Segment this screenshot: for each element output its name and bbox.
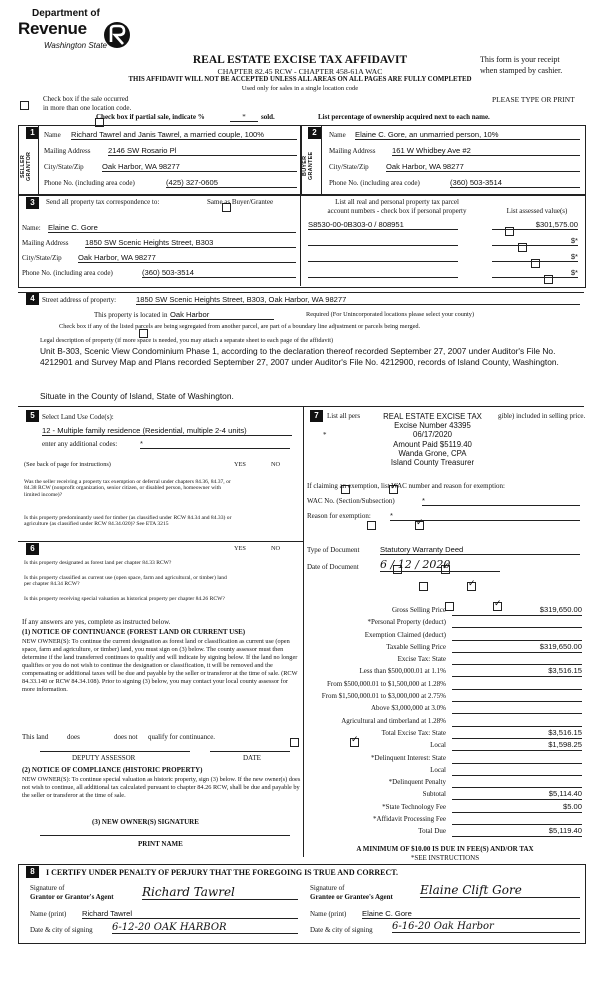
section-8-number: 8 — [26, 866, 39, 878]
certify-statement: I CERTIFY UNDER PENALTY OF PERJURY THAT THE FOREGOING IS TRUE AND CORRECT. — [46, 868, 399, 877]
tax-row-value[interactable] — [452, 716, 582, 727]
located-label: This property is located in — [94, 311, 168, 319]
tax-row-label: Less than $500,000.01 at 1.1% — [359, 667, 446, 676]
located-field[interactable]: Oak Harbor — [170, 310, 274, 320]
tax-row-label: Total Excise Tax: State — [381, 728, 446, 737]
tax-row-label: *Delinquent Penalty — [388, 778, 446, 787]
buyer-city-label: City/State/Zip — [329, 163, 369, 171]
new-owner-signature-label: (3) NEW OWNER(S) SIGNATURE — [92, 818, 199, 826]
doc-type-field[interactable]: Statutory Warranty Deed — [380, 545, 580, 555]
parcel-value-4[interactable]: $* — [492, 268, 578, 278]
buyer-city-field[interactable]: Oak Harbor, WA 98277 — [386, 162, 580, 172]
tax-row-label: Local — [430, 741, 446, 750]
tax-row-label: Subtotal — [422, 790, 446, 799]
tax-row-label: Agricultural and timberland at 1.28% — [341, 716, 446, 725]
seller-name-field[interactable]: Richard Tawrel and Janis Tawrel, a married couple, 100% — [71, 130, 297, 140]
form-title: REAL ESTATE EXCISE TAX AFFIDAVIT — [192, 54, 408, 66]
grantee-signature[interactable]: Elaine Clift Gore — [420, 883, 580, 898]
department-logo — [14, 6, 144, 68]
doc-date-label: Date of Document — [307, 563, 359, 571]
s5-yes-header: YES — [234, 461, 246, 468]
does-not-label: does not — [114, 733, 138, 741]
tax-row-value[interactable]: $5,119.40 — [452, 826, 582, 837]
tax-row — [306, 642, 582, 654]
multi-location-checkbox[interactable] — [20, 101, 29, 110]
reason-field[interactable]: * — [390, 511, 580, 521]
partial-sale-value[interactable]: * — [230, 113, 258, 122]
tax-row-label: Total Due — [418, 827, 446, 836]
s5-q2-no[interactable] — [415, 521, 424, 530]
seller-side-label: SELLER GRANTOR — [20, 151, 32, 181]
new-owner-signature-line[interactable] — [40, 834, 290, 836]
if-any-note: If any answers are yes, complete as instructed below. — [22, 618, 171, 626]
grantor-name-label: Name (print) — [30, 910, 67, 918]
see-instructions-note: *SEE INSTRUCTIONS — [410, 854, 480, 862]
tax-row — [306, 777, 582, 789]
s6-question-2: Is this property classified as current use (open space, farm and agricultural, or timber) land per chapter 84.34 RCW? — [24, 575, 227, 588]
assessed-header: List assessed value(s) — [506, 207, 568, 215]
tax-row-value[interactable] — [452, 753, 582, 764]
seller-name-label: Name — [44, 131, 61, 139]
tax-row-value[interactable]: $3,516.15 — [452, 666, 582, 677]
ownership-note: List percentage of ownership acquired next to each name. — [318, 113, 490, 121]
tax-row — [306, 666, 582, 678]
receipt-note-1: This form is your receipt — [480, 55, 560, 64]
seller-phone-label: Phone No. (including area code) — [44, 179, 135, 187]
stamp-line2: Excise Number 43395 — [394, 421, 471, 431]
multi-location-line1: Check box if the sale occurred — [43, 95, 129, 103]
tax-row-value[interactable] — [452, 679, 582, 690]
tax-row — [306, 605, 582, 617]
this-land-label: This land — [22, 733, 49, 741]
tax-row — [306, 753, 582, 765]
s6-question-3: Is this property receiving special valuation as historical property per chapter 84.26 RCW? — [24, 596, 225, 602]
tax-row-label: Taxable Selling Price — [386, 642, 446, 651]
sold-label: sold. — [261, 113, 275, 121]
section-4-number: 4 — [26, 293, 39, 305]
section-7-number: 7 — [310, 410, 323, 422]
tax-row-value[interactable] — [452, 654, 582, 665]
legal-label: Legal description of property (if more space is needed, you may attach a separate sheet to each page of the affidavit) — [40, 337, 334, 344]
section-3-number: 3 — [26, 197, 39, 209]
tax-row-value[interactable] — [452, 691, 582, 702]
grantor-date-label: Date & city of signing — [30, 926, 93, 934]
tax-row-label: Gross Selling Price — [391, 606, 446, 614]
tax-row — [306, 630, 582, 642]
notice2-text: NEW OWNER(S): To continue special valuation as historic property, sign (3) below. If the new owner(s) does not wish to continue, all additional tax calculated pursuant to chapter 84.26 RCW, shall be due and payable by the seller or transferor at the time of sale. — [22, 776, 301, 800]
corr-phone-label: Phone No. (including area code) — [22, 269, 113, 277]
tax-row-value[interactable] — [452, 814, 582, 825]
s5-question-2: Is this property predominantly used for timber (as classified under RCW 84.34 and 84.33) or agriculture (as classified under RCW 84.34.020)? See ETA 3215 — [24, 515, 232, 528]
grantor-name-field[interactable]: Richard Tawrel — [82, 909, 298, 919]
s5-q2-yes[interactable] — [367, 521, 376, 530]
section-5-number: 5 — [26, 410, 39, 422]
seller-mailing-label: Mailing Address — [44, 147, 91, 155]
parcel-value-2[interactable]: $* — [492, 236, 578, 246]
notice1-title: (1) NOTICE OF CONTINUANCE (FOREST LAND OR CURRENT USE) — [22, 628, 246, 636]
form-warning: THIS AFFIDAVIT WILL NOT BE ACCEPTED UNLESS ALL AREAS ON ALL PAGES ARE FULLY COMPLETED — [128, 76, 472, 83]
land-use-field[interactable]: 12 - Multiple family residence (Residential, multiple 2-4 units) — [42, 426, 292, 436]
grantor-sig-label-1: Signature of — [30, 884, 65, 892]
additional-codes-label: enter any additional codes: — [42, 440, 118, 448]
wac-field[interactable]: * — [422, 496, 580, 506]
tax-row-label: Excise Tax: State — [397, 655, 446, 664]
same-as-buyer-label: Same as Buyer/Grantee — [207, 198, 274, 206]
land-use-label: Select Land Use Code(s): — [42, 413, 114, 421]
notice1-text: NEW OWNER(S): To continue the current designation as forest land or classification as current use (open space, farm and agriculture, or timber) land, you must sign on (3) below. The county assessor must then determine if the land transferred continues to qualify and will indicate by signing below. If the land no longer qualifies or you do not wish to continue the designation or classification, it will be removed and the compensating or additional taxes will be due and payable by the seller or transferor at the time of sale. (RCW 84.33.140 or RCW 84.34.108). Prior to signing (3) below, you may contact your local county assessor for more information. — [22, 638, 298, 694]
treasurer-stamp — [365, 412, 500, 467]
tax-row-label: From $500,000.01 to $1,500,000 at 1.28% — [327, 679, 446, 688]
tax-row — [306, 728, 582, 740]
multi-location-line2: in more than one location code. — [43, 104, 132, 112]
parcel-number-4[interactable] — [308, 268, 458, 278]
legal-description[interactable]: Unit B-303, Scenic View Condominium Phase 1, according to the declaration thereof recorded September 27, 2007 under Auditor's File No. 4212901 and Survey Map and Plans recorded September 27, 2007 under Auditor's File No. 4212900, records of Island County, Washington. — [40, 346, 559, 367]
street-label: Street address of property: — [42, 296, 117, 304]
tax-row — [306, 765, 582, 777]
qualify-label: qualify for continuance. — [148, 733, 216, 741]
list-personal-label-b: gible) included in selling price. — [498, 412, 586, 420]
tax-row-value[interactable] — [452, 617, 582, 628]
corr-mailing-label: Mailing Address — [22, 239, 69, 247]
buyer-name-label: Name — [329, 131, 346, 139]
buyer-mailing-label: Mailing Address — [329, 147, 376, 155]
deputy-assessor-label: DEPUTY ASSESSOR — [72, 754, 136, 762]
tax-row-label: Exemption Claimed (deduct) — [364, 630, 446, 639]
form-chapter: CHAPTER 82.45 RCW - CHAPTER 458-61A WAC — [217, 67, 383, 76]
dept-line1: Department of — [32, 8, 100, 19]
see-back-note: (See back of page for instructions) — [24, 461, 111, 468]
grantee-name-label: Name (print) — [310, 910, 347, 918]
corr-name-label: Name: — [22, 224, 41, 232]
stamp-line6: Island County Treasurer — [390, 457, 475, 467]
tax-row-value[interactable]: $3,516.15 — [452, 728, 582, 739]
deputy-assessor-line[interactable] — [40, 750, 190, 752]
segregated-label: Check box if any of the listed parcels are being segregated from another parcel, are part of a boundary line adjustment or parcels being merged. — [59, 323, 421, 330]
required-note: Required (For Unincorporated locations please select your county) — [306, 311, 475, 318]
single-location-note: Used only for sales in a single location code — [241, 85, 359, 92]
parcel-number-2[interactable] — [308, 236, 458, 246]
assessor-date-line[interactable] — [210, 750, 290, 752]
seller-city-field[interactable]: Oak Harbor, WA 98277 — [102, 162, 297, 172]
situate-text: Situate in the County of Island, State of Washington. — [40, 391, 234, 401]
tax-row — [306, 740, 582, 752]
wac-label: WAC No. (Section/Subsection) — [307, 497, 395, 505]
grantee-date-field[interactable]: 6-16-20 Oak Harbor — [392, 921, 580, 933]
assessor-date-label: DATE — [243, 754, 261, 762]
section-2-number: 2 — [308, 127, 321, 139]
tax-calculation-table — [306, 605, 582, 839]
s6-yes-header: YES — [234, 545, 246, 552]
tax-row-label: *Delinquent Interest: State — [370, 753, 446, 762]
buyer-name-field[interactable]: Elaine C. Gore, an unmarried person, 10% — [355, 130, 580, 140]
partial-sale-label: Check box if partial sale, indicate % — [96, 113, 205, 121]
s5-question-1: Was the seller receiving a property tax exemption or deferral under chapters 84.36, 84.37, or 84.38 RCW (nonprofit organization, senior citizen, or disabled person, homeowner with limited income)? — [24, 479, 231, 498]
buyer-mailing-field[interactable]: 161 W Whidbey Ave #2 — [392, 146, 580, 156]
grantee-sig-label-2: Grantee or Grantee's Agent — [310, 893, 393, 901]
dept-line2: Revenue — [18, 19, 87, 38]
tax-row-value[interactable] — [452, 703, 582, 714]
stamp-line4: Amount Paid $5119.40 — [393, 439, 472, 449]
reason-label: Reason for exemption: — [307, 512, 371, 520]
grantee-name-field[interactable]: Elaine C. Gore — [362, 909, 580, 919]
send-correspondence-label: Send all property tax correspondence to: — [46, 198, 160, 206]
section-1-number: 1 — [26, 127, 39, 139]
tax-row — [306, 716, 582, 728]
tax-row — [306, 802, 582, 814]
parcel-number-1[interactable]: S8530-00-0B303-0 / 808951 — [308, 220, 458, 230]
corr-name-field[interactable]: Elaine C. Gore — [48, 223, 296, 233]
tax-row-label: Above $3,000,000 at 3.0% — [370, 704, 446, 713]
corr-city-field[interactable]: Oak Harbor, WA 98277 — [78, 253, 296, 263]
s6-question-1: Is this property designated as forest land per chapter 84.33 RCW? — [24, 560, 172, 566]
parcel-value-1[interactable]: $301,575.00 — [492, 220, 578, 230]
parcel-value-3[interactable]: $* — [492, 252, 578, 262]
stamp-line5: Wanda Grone, CPA — [398, 448, 467, 458]
parcel-number-3[interactable] — [308, 252, 458, 262]
notice2-title: (2) NOTICE OF COMPLIANCE (HISTORIC PROPERTY) — [22, 766, 203, 774]
tax-row-value[interactable]: $5,114.40 — [452, 789, 582, 800]
tax-row-label: Local — [430, 765, 446, 774]
print-note: PLEASE TYPE OR PRINT — [492, 95, 575, 104]
seller-phone-field[interactable]: (425) 327-0605 — [166, 178, 297, 188]
tax-row-label: *State Technology Fee — [382, 802, 446, 811]
tax-row — [306, 703, 582, 715]
tax-row-value[interactable] — [452, 765, 582, 776]
grantor-signature[interactable]: Richard Tawrel — [142, 885, 298, 900]
dept-line3: Washington State — [44, 41, 108, 50]
tax-row — [306, 691, 582, 703]
stamp-line3: 06/17/2020 — [412, 430, 453, 440]
list-personal-label-a: List all pers — [327, 412, 361, 420]
section-6-number: 6 — [26, 543, 39, 555]
buyer-side-label: BUYER GRANTEE — [302, 151, 314, 181]
print-name-label: PRINT NAME — [138, 840, 183, 848]
tax-row-value[interactable]: $319,650.00 — [452, 605, 582, 616]
revenue-logo-icon — [102, 20, 132, 50]
parcel-header-2: account numbers - check box if personal property — [327, 207, 467, 215]
tax-row-value[interactable]: $5.00 — [452, 802, 582, 813]
tax-row — [306, 654, 582, 666]
tax-row-label: From $1,500,000.01 to $3,000,000 at 2.75% — [321, 692, 446, 701]
doc-date-field[interactable]: 6 / 12 / 2020 — [380, 558, 500, 572]
minimum-due-note: A MINIMUM OF $10.00 IS DUE IN FEE(S) AND/OR TAX — [356, 845, 534, 853]
receipt-note-2: when stamped by cashier. — [480, 66, 563, 75]
grantor-date-field[interactable]: 6-12-20 OAK HARBOR — [112, 922, 298, 934]
s6-q2-no[interactable] — [467, 582, 476, 591]
tax-row — [306, 789, 582, 801]
seller-mailing-field[interactable]: 2146 SW Rosario Pl — [108, 146, 297, 156]
grantor-sig-label-2: Grantor or Grantor's Agent — [30, 893, 114, 901]
land-does-checkbox[interactable] — [290, 738, 299, 747]
tax-row — [306, 679, 582, 691]
tax-row — [306, 826, 582, 838]
buyer-phone-field[interactable]: (360) 503-3514 — [450, 178, 580, 188]
claiming-exemption-label: If claiming an exemption, list WAC number and reason for exemption: — [307, 482, 505, 490]
s6-no-header: NO — [271, 545, 281, 552]
tax-row-value[interactable] — [452, 630, 582, 641]
corr-phone-field[interactable]: (360) 503-3514 — [142, 268, 296, 278]
personal-property-star: * — [323, 431, 327, 439]
s6-q2-yes[interactable] — [419, 582, 428, 591]
doc-type-label: Type of Document — [307, 546, 360, 554]
buyer-phone-label: Phone No. (including area code) — [329, 179, 420, 187]
does-label: does — [67, 733, 80, 741]
corr-mailing-field[interactable]: 1850 SW Scenic Heights Street, B303 — [85, 238, 296, 248]
grantee-sig-label-1: Signature of — [310, 884, 345, 892]
tax-row-value[interactable]: $1,598.25 — [452, 740, 582, 751]
stamp-line1: REAL ESTATE EXCISE TAX — [383, 412, 482, 421]
tax-row-label: *Personal Property (deduct) — [367, 618, 446, 627]
additional-codes-field[interactable]: * — [140, 439, 290, 449]
s5-no-header: NO — [271, 461, 281, 468]
corr-city-label: City/State/Zip — [22, 254, 62, 262]
tax-row — [306, 814, 582, 826]
parcel-header-1: List all real and personal property tax parcel — [335, 198, 459, 206]
tax-row — [306, 617, 582, 629]
tax-row-value[interactable]: $319,650.00 — [452, 642, 582, 653]
tax-row-label: *Affidavit Processing Fee — [373, 815, 446, 824]
seller-city-label: City/State/Zip — [44, 163, 84, 171]
street-field[interactable]: 1850 SW Scenic Heights Street, B303, Oak Harbor, WA 98277 — [136, 295, 580, 305]
grantee-date-label: Date & city of signing — [310, 926, 373, 934]
tax-row-value[interactable] — [452, 777, 582, 788]
